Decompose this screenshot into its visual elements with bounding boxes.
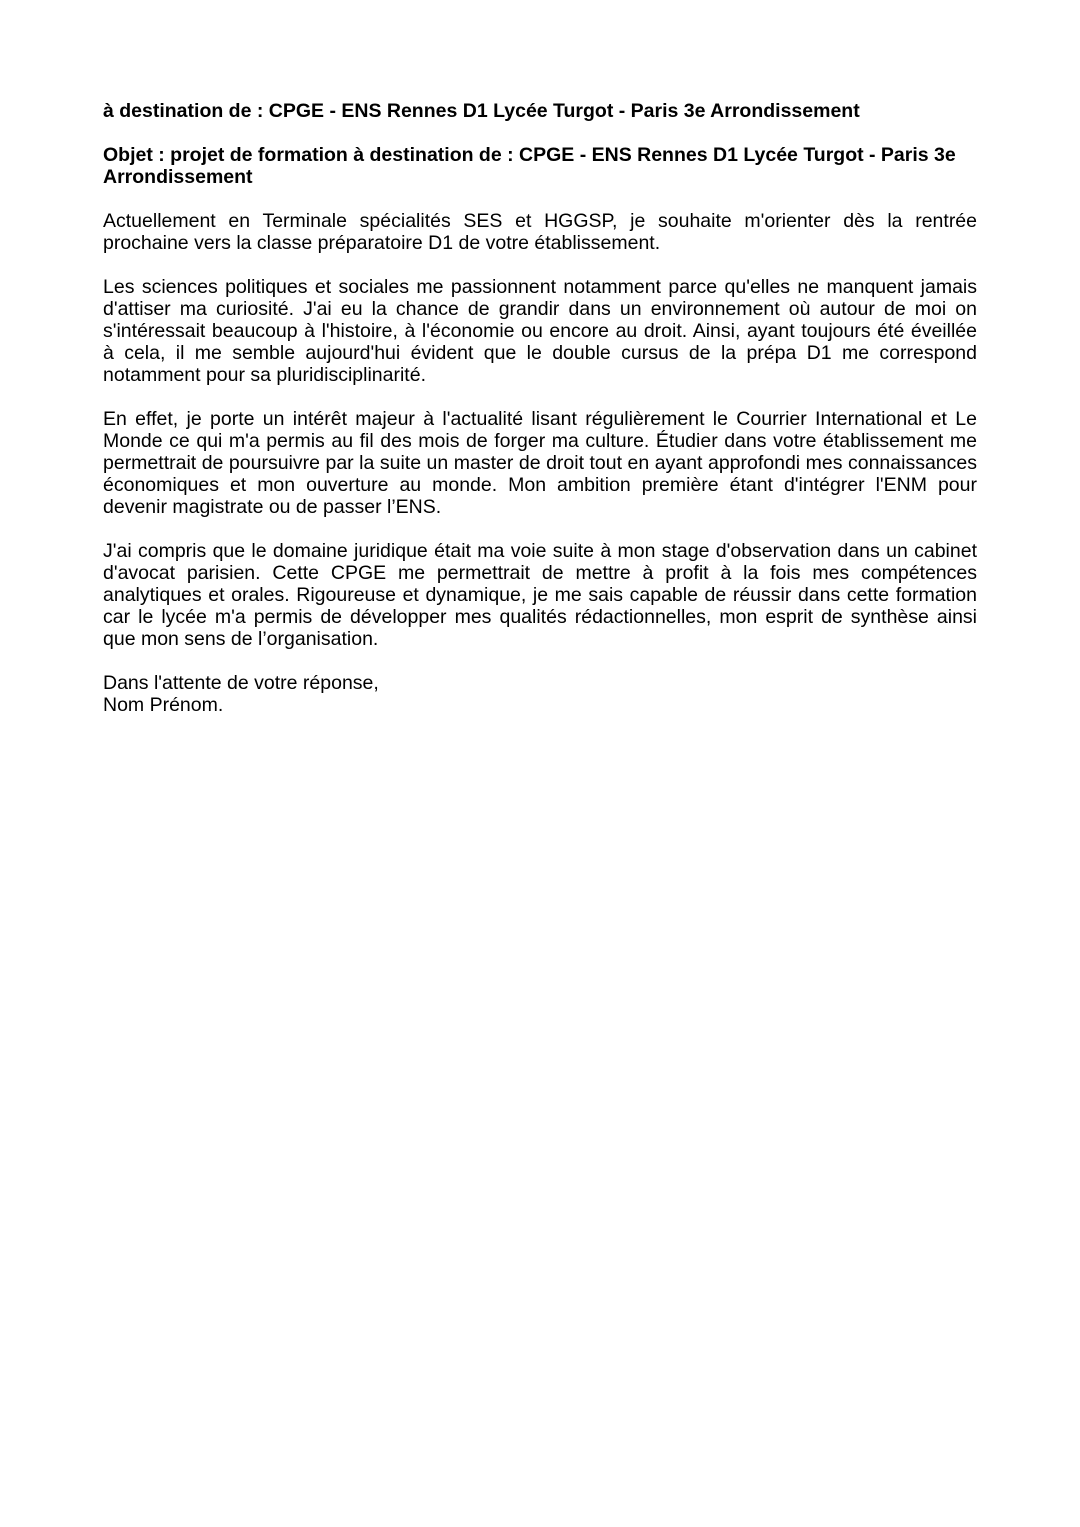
closing-block	[103, 672, 977, 716]
paragraph-motivation: Les sciences politiques et sociales me passionnent notamment parce qu'elles ne manquent jamais d'attiser ma curiosité. J'ai eu la chance de grandir dans un environnement où autour de moi on s'intéressait beaucoup à l'histoire, à l'économie ou encore au droit. Ainsi, ayant toujours été éveillée à cela, il me semble aujourd'hui évident que le double cursus de la prépa D1 me correspond notamment pour sa pluridisciplinarité.	[103, 276, 977, 386]
paragraph-intro: Actuellement en Terminale spécialités SES et HGGSP, je souhaite m'orienter dès la rentrée prochaine vers la classe préparatoire D1 de votre établissement.	[103, 210, 977, 254]
subject-line: Objet : projet de formation à destination de : CPGE - ENS Rennes D1 Lycée Turgot - Paris 3e Arrondissement	[103, 144, 956, 188]
recipient-line: à destination de : CPGE - ENS Rennes D1 Lycée Turgot - Paris 3e Arrondissement	[103, 100, 860, 122]
paragraph-interests: En effet, je porte un intérêt majeur à l'actualité lisant régulièrement le Courrier International et Le Monde ce qui m'a permis au fil des mois de forger ma culture. Étudier dans votre établissement me permettrait de poursuivre par la suite un master de droit tout en ayant approfondi mes connaissances économiques et mon ouverture au monde. Mon ambition première étant d'intégrer l'ENM pour devenir magistrate ou de passer l’ENS.	[103, 408, 977, 518]
letter-page	[103, 100, 977, 716]
paragraph-experience: J'ai compris que le domaine juridique était ma voie suite à mon stage d'observation dans un cabinet d'avocat parisien. Cette CPGE me permettrait de mettre à profit à la fois mes compétences analytiques et orales. Rigoureuse et dynamique, je me sais capable de réussir dans cette formation car le lycée m'a permis de développer mes qualités rédactionnelles, mon esprit de synthèse ainsi que mon sens de l’organisation.	[103, 540, 977, 650]
closing-line: Dans l'attente de votre réponse,	[103, 672, 379, 694]
signature: Nom Prénom.	[103, 694, 224, 716]
